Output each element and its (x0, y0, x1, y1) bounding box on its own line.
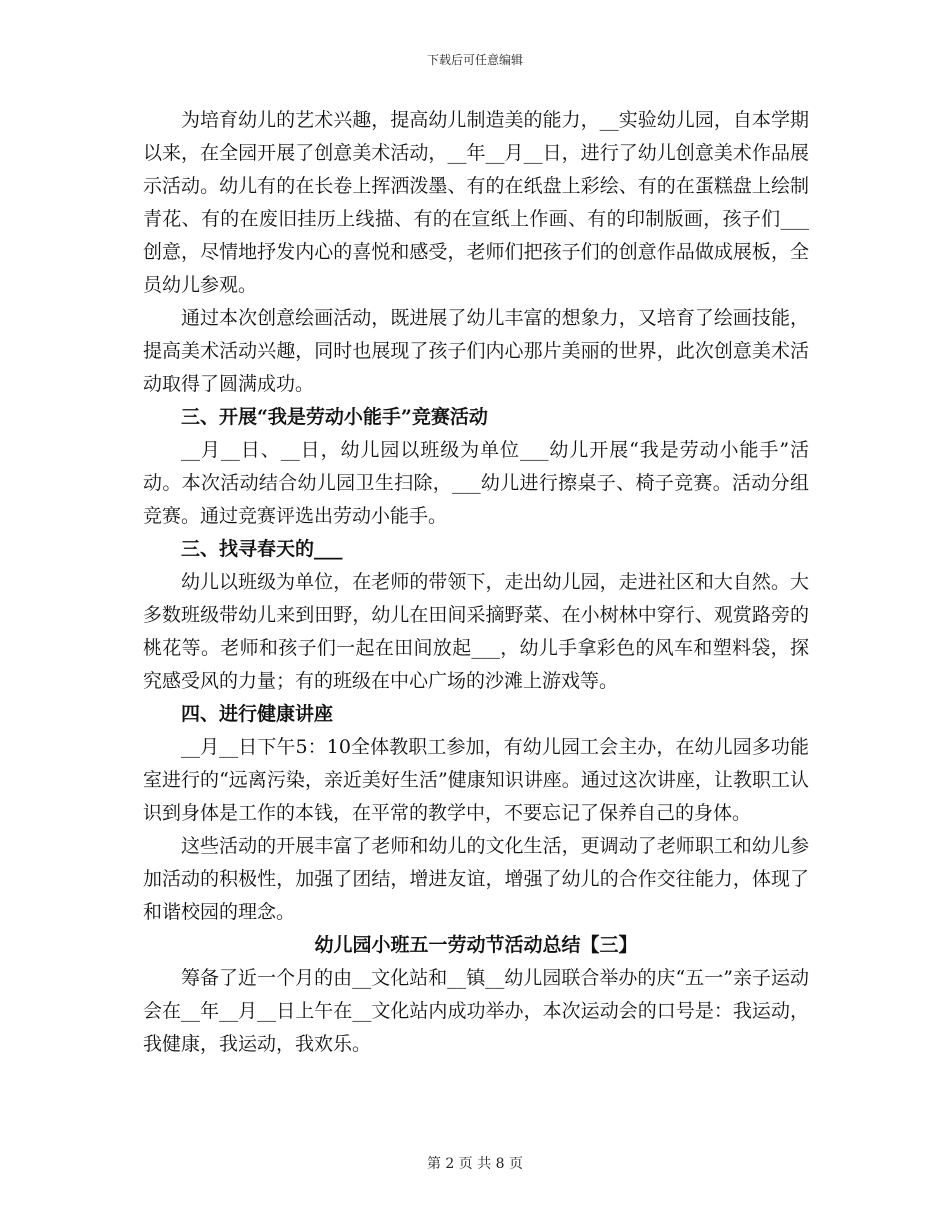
section-heading-spring: 三、找寻春天的___ (181, 538, 343, 560)
document-body (143, 104, 809, 1061)
page-number: 第 2 页 共 8 页 (426, 1156, 524, 1172)
paragraph-art-result: 通过本次创意绘画活动，既进展了幼儿丰富的想象力，又培育了绘画技能，提高美术活动兴趣，同时也展现了孩子们内心那片美丽的世界，此次创意美术活动取得了圆满成功。 (143, 307, 809, 395)
document-subtitle: 幼儿园小班五一劳动节活动总结【三】 (314, 934, 638, 956)
paragraph-spring: 幼儿以班级为单位，在老师的带领下，走出幼儿园，走进社区和大自然。大多数班级带幼儿来到田野，幼儿在田间采摘野菜、在小树林中穿行、观赏路旁的桃花等。老师和孩子们一起在田间放起___，幼儿手拿彩色的风车和塑料袋，探究感受风的力量；有的班级在中心广场的沙滩上游戏等。 (143, 571, 809, 692)
section-heading-labor-contest: 三、开展“我是劳动小能手”竞赛活动 (181, 406, 488, 428)
page-header-note: 下载后可任意编辑 (426, 53, 523, 67)
section-heading-health-lecture: 四、进行健康讲座 (181, 703, 334, 725)
paragraph-summary: 这些活动的开展丰富了老师和幼儿的文化生活，更调动了老师职工和幼儿参加活动的积极性，加强了团结，增进友谊，增强了幼儿的合作交往能力，体现了和谐校园的理念。 (143, 835, 809, 923)
paragraph-art-activity: 为培育幼儿的艺术兴趣，提高幼儿制造美的能力，__实验幼儿园，自本学期以来，在全园开展了创意美术活动，__年__月__日，进行了幼儿创意美术作品展示活动。幼儿有的在长卷上挥洒泼墨、有的在纸盘上彩绘、有的在蛋糕盘上绘制青花、有的在废旧挂历上线描、有的在宣纸上作画、有的印制版画，孩子们___创意，尽情地抒发内心的喜悦和感受，老师们把孩子们的创意作品做成展板，全员幼儿参观。 (143, 109, 809, 296)
paragraph-labor-contest: __月__日、__日，幼儿园以班级为单位___幼儿开展“我是劳动小能手”活动。本次活动结合幼儿园卫生扫除，___幼儿进行擦桌子、椅子竞赛。活动分组竞赛。通过竞赛评选出劳动小能手。 (143, 439, 809, 527)
paragraph-health-lecture: __月__日下午5：10全体教职工参加，有幼儿园工会主办，在幼儿园多功能室进行的“远离污染，亲近美好生活”健康知识讲座。通过这次讲座，让教职工认识到身体是工作的本钱，在平常的教学中，不要忘记了保养自己的身体。 (143, 736, 809, 824)
paragraph-sports-meet: 筹备了近一个月的由__文化站和__镇__幼儿园联合举办的庆“五一”亲子运动会在__年__月__日上午在__文化站内成功举办，本次运动会的口号是：我运动，我健康，我运动，我欢乐。 (143, 967, 809, 1055)
